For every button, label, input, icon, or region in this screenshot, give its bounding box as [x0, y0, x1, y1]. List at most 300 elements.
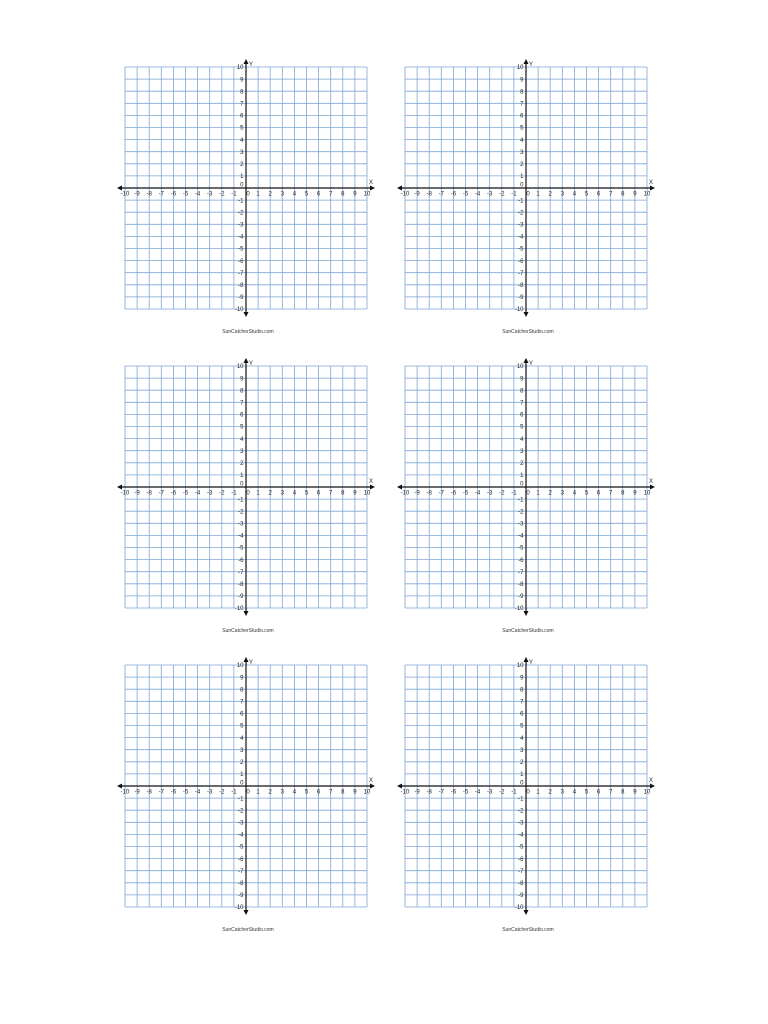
y-tick-label: -1: [238, 497, 244, 504]
y-tick-label: -5: [518, 246, 524, 253]
x-tick-label: 10: [363, 191, 371, 198]
x-axis-label: X: [648, 180, 654, 186]
y-tick-label: 10: [516, 65, 524, 72]
y-axis-arrow-down: [244, 312, 249, 317]
y-tick-label: -2: [238, 808, 244, 815]
y-tick-label: 1: [240, 772, 244, 779]
y-tick-label: 2: [520, 760, 524, 766]
y-tick-label: -2: [518, 210, 524, 217]
x-tick-label: 2: [548, 191, 552, 198]
y-tick-label: -1: [518, 497, 524, 504]
x-tick-label: 9: [633, 490, 637, 497]
y-tick-label: -5: [238, 545, 244, 552]
y-tick-label: 8: [240, 388, 244, 395]
y-axis-arrow-down: [524, 910, 529, 915]
x-tick-label: 2: [548, 789, 552, 796]
y-tick-label: -10: [234, 905, 244, 912]
x-tick-label: -4: [194, 789, 201, 796]
y-tick-label: -3: [518, 521, 524, 528]
y-tick-label: 5: [240, 723, 244, 730]
y-tick-label: -9: [238, 295, 244, 302]
x-tick-label: 0: [246, 191, 250, 198]
y-tick-label: -2: [518, 509, 524, 516]
x-tick-label: -7: [158, 191, 164, 198]
y-axis-arrow-up: [524, 358, 529, 363]
x-tick-label: -6: [170, 191, 177, 198]
x-tick-label: -7: [158, 490, 164, 497]
x-tick-label: 6: [316, 789, 321, 796]
x-tick-label: 2: [268, 789, 272, 796]
y-tick-label: -6: [238, 258, 244, 265]
x-tick-label: -1: [231, 490, 237, 497]
x-tick-label: 7: [329, 490, 333, 497]
y-axis-arrow-down: [244, 611, 249, 616]
x-tick-label: -7: [438, 490, 444, 497]
y-tick-label: -3: [518, 820, 524, 827]
x-axis-label: X: [648, 778, 654, 784]
y-axis-arrow-up: [244, 59, 249, 64]
x-tick-label: 7: [609, 490, 613, 497]
x-axis-label: X: [368, 180, 374, 186]
y-axis-arrow-down: [524, 611, 529, 616]
y-tick-label: -10: [514, 905, 524, 912]
y-tick-label: 6: [520, 711, 524, 718]
y-tick-label: 3: [240, 747, 244, 754]
x-tick-label: 0: [526, 191, 530, 198]
x-tick-label: 1: [536, 490, 540, 497]
y-tick-label: -7: [238, 270, 244, 277]
x-tick-label: -4: [474, 490, 481, 497]
x-tick-label: 4: [292, 490, 297, 497]
y-tick-label: -6: [238, 856, 244, 863]
x-tick-label: -2: [499, 191, 505, 198]
y-tick-label: -7: [518, 569, 524, 576]
x-tick-label: 10: [363, 789, 371, 796]
y-tick-label: 9: [520, 77, 524, 84]
coordinate-grid-2: [393, 57, 663, 347]
x-tick-label: -10: [120, 490, 130, 497]
x-tick-label: 4: [572, 789, 577, 796]
x-axis-arrow-left: [397, 485, 402, 490]
x-tick-label: 6: [316, 490, 321, 497]
x-tick-label: 3: [560, 789, 564, 796]
y-tick-label: -2: [518, 808, 524, 815]
x-tick-label: 6: [316, 191, 321, 198]
y-tick-label: 2: [520, 162, 524, 168]
y-tick-label: -3: [238, 222, 244, 229]
x-tick-label: 2: [268, 191, 272, 198]
y-tick-label: 4: [240, 735, 244, 742]
x-tick-label: 9: [633, 789, 637, 796]
y-tick-label: -4: [238, 533, 244, 540]
y-tick-label: 7: [240, 400, 244, 407]
x-tick-label: -10: [120, 191, 130, 198]
y-tick-label: 5: [520, 125, 524, 132]
y-tick-label: -4: [518, 832, 524, 839]
y-tick-label: 6: [520, 113, 524, 120]
x-tick-label: -9: [134, 789, 140, 796]
y-tick-label: 8: [240, 89, 244, 96]
site-credit: SunCatcherStudio.com: [502, 628, 554, 634]
x-tick-label: 10: [363, 490, 371, 497]
y-tick-label: -7: [518, 868, 524, 875]
x-tick-label: -10: [400, 191, 410, 198]
x-tick-label: 9: [353, 191, 357, 198]
x-tick-label: -10: [120, 789, 130, 796]
x-tick-label: 1: [536, 191, 540, 198]
y-tick-label: 5: [520, 424, 524, 431]
y-tick-label: 7: [520, 400, 524, 407]
y-tick-label: 4: [240, 436, 244, 443]
x-tick-label: 8: [621, 191, 625, 198]
x-tick-label: 0: [246, 490, 250, 497]
x-tick-label: 6: [596, 490, 601, 497]
y-tick-label: -9: [518, 295, 524, 302]
y-tick-label: -5: [238, 246, 244, 253]
y-tick-label: -10: [234, 606, 244, 613]
y-tick-label: 4: [520, 436, 524, 443]
y-tick-label: 10: [236, 663, 244, 670]
y-tick-label: -9: [238, 893, 244, 900]
x-tick-label: -2: [219, 789, 225, 796]
y-tick-label: 1: [520, 772, 524, 779]
x-axis-arrow-left: [397, 784, 402, 789]
x-axis-arrow-right: [650, 485, 655, 490]
y-tick-label: -6: [518, 557, 524, 564]
y-tick-label: 3: [240, 149, 244, 156]
site-credit: SunCatcherStudio.com: [222, 927, 274, 933]
x-tick-label: 0: [246, 789, 250, 796]
x-tick-label: 9: [633, 191, 637, 198]
x-tick-label: -2: [499, 789, 505, 796]
y-tick-label: 9: [240, 675, 244, 682]
grid-svg: [393, 655, 663, 925]
x-tick-label: 5: [584, 490, 589, 497]
y-axis-label: Y: [528, 660, 534, 666]
y-tick-label: 6: [520, 412, 524, 419]
x-tick-label: -4: [474, 789, 481, 796]
y-tick-label: -8: [518, 283, 524, 289]
coordinate-grid-5: [113, 655, 383, 945]
y-tick-label: -7: [238, 868, 244, 875]
x-tick-label: -7: [158, 789, 164, 796]
x-tick-label: 3: [280, 789, 284, 796]
x-tick-label: 3: [560, 191, 564, 198]
y-tick-label: 7: [240, 101, 244, 108]
site-credit: SunCatcherStudio.com: [222, 628, 274, 634]
y-tick-label: 7: [520, 101, 524, 108]
y-axis-arrow-down: [244, 910, 249, 915]
x-tick-label: -2: [219, 490, 225, 497]
y-tick-label: -8: [238, 283, 244, 289]
y-tick-label: -8: [518, 582, 524, 588]
x-tick-label: 8: [341, 490, 345, 497]
x-tick-label: 8: [341, 191, 345, 198]
x-tick-label: -1: [231, 789, 237, 796]
y-tick-label: -2: [238, 509, 244, 516]
y-tick-label: 1: [240, 174, 244, 181]
x-tick-label: 1: [256, 490, 260, 497]
y-tick-label: -9: [518, 594, 524, 601]
x-tick-label: -2: [499, 490, 505, 497]
y-tick-label: -9: [238, 594, 244, 601]
y-tick-label: 10: [236, 364, 244, 371]
y-tick-label: -10: [514, 307, 524, 314]
y-tick-label: 10: [516, 663, 524, 670]
y-tick-label: -4: [518, 533, 524, 540]
x-tick-label: -3: [487, 490, 493, 497]
x-tick-label: 4: [572, 191, 577, 198]
y-tick-label: -8: [238, 881, 244, 887]
y-tick-label: 4: [520, 137, 524, 144]
y-tick-label: 9: [520, 376, 524, 383]
y-tick-label: -1: [238, 198, 244, 205]
x-tick-label: -2: [219, 191, 225, 198]
x-tick-label: -3: [487, 191, 493, 198]
x-tick-label: -3: [207, 789, 213, 796]
x-tick-label: -6: [450, 191, 457, 198]
x-tick-label: -3: [487, 789, 493, 796]
x-axis-label: X: [648, 479, 654, 485]
site-credit: SunCatcherStudio.com: [222, 329, 274, 335]
origin-label: 0: [520, 182, 524, 189]
x-tick-label: -9: [414, 789, 420, 796]
y-tick-label: -3: [518, 222, 524, 229]
x-tick-label: -5: [462, 789, 469, 796]
y-tick-label: -6: [518, 258, 524, 265]
y-tick-label: 10: [516, 364, 524, 371]
y-axis-label: Y: [248, 361, 254, 367]
y-tick-label: -7: [518, 270, 524, 277]
x-tick-label: 4: [572, 490, 577, 497]
y-tick-label: -5: [238, 844, 244, 851]
y-tick-label: -8: [518, 881, 524, 887]
x-tick-label: 8: [341, 789, 345, 796]
x-tick-label: 2: [268, 490, 272, 497]
x-tick-label: -10: [400, 490, 410, 497]
x-tick-label: 0: [526, 789, 530, 796]
coordinate-grid-6: [393, 655, 663, 945]
y-tick-label: 4: [520, 735, 524, 742]
y-axis-arrow-up: [524, 657, 529, 662]
x-axis-arrow-right: [370, 186, 375, 191]
x-tick-label: -1: [511, 490, 517, 497]
x-tick-label: -5: [462, 490, 469, 497]
origin-label: 0: [240, 780, 244, 787]
y-tick-label: 6: [240, 711, 244, 718]
x-tick-label: -3: [207, 191, 213, 198]
x-axis-arrow-left: [117, 784, 122, 789]
x-axis-arrow-right: [370, 485, 375, 490]
y-tick-label: -5: [518, 844, 524, 851]
x-tick-label: -4: [194, 490, 201, 497]
x-tick-label: -9: [414, 490, 420, 497]
grid-svg: [113, 655, 383, 925]
y-tick-label: 5: [240, 125, 244, 132]
grid-svg: [393, 57, 663, 327]
y-tick-label: -10: [234, 307, 244, 314]
y-tick-label: 1: [520, 473, 524, 480]
grid-svg: [393, 356, 663, 626]
x-tick-label: -8: [426, 490, 432, 497]
x-tick-label: 5: [304, 191, 309, 198]
x-tick-label: 4: [292, 789, 297, 796]
x-tick-label: -8: [146, 490, 152, 497]
origin-label: 0: [240, 481, 244, 488]
x-tick-label: 5: [584, 789, 589, 796]
y-tick-label: 3: [520, 747, 524, 754]
y-tick-label: 6: [240, 113, 244, 120]
y-axis-arrow-down: [524, 312, 529, 317]
x-tick-label: -9: [414, 191, 420, 198]
site-credit: SunCatcherStudio.com: [502, 329, 554, 335]
y-tick-label: -1: [518, 198, 524, 205]
x-tick-label: -6: [170, 490, 177, 497]
x-tick-label: 5: [304, 789, 309, 796]
x-tick-label: -8: [146, 191, 152, 198]
x-tick-label: 1: [256, 789, 260, 796]
origin-label: 0: [520, 481, 524, 488]
y-tick-label: 5: [520, 723, 524, 730]
y-tick-label: -1: [238, 796, 244, 803]
x-tick-label: -5: [182, 789, 189, 796]
y-tick-label: 1: [240, 473, 244, 480]
x-tick-label: -8: [146, 789, 152, 796]
y-tick-label: 9: [520, 675, 524, 682]
x-tick-label: 0: [526, 490, 530, 497]
x-tick-label: -9: [134, 490, 140, 497]
origin-label: 0: [240, 182, 244, 189]
y-tick-label: 8: [520, 388, 524, 395]
grid-svg: [113, 356, 383, 626]
x-axis-label: X: [368, 479, 374, 485]
y-tick-label: 8: [240, 687, 244, 694]
coordinate-grid-3: [113, 356, 383, 646]
y-axis-label: Y: [248, 62, 254, 68]
x-tick-label: -6: [170, 789, 177, 796]
y-tick-label: 2: [240, 461, 244, 467]
y-tick-label: 3: [520, 149, 524, 156]
x-tick-label: 3: [560, 490, 564, 497]
x-axis-arrow-right: [370, 784, 375, 789]
y-tick-label: -1: [518, 796, 524, 803]
y-axis-arrow-up: [244, 358, 249, 363]
origin-label: 0: [520, 780, 524, 787]
y-tick-label: 7: [520, 699, 524, 706]
y-tick-label: 9: [240, 77, 244, 84]
y-tick-label: -7: [238, 569, 244, 576]
y-tick-label: 9: [240, 376, 244, 383]
y-tick-label: 8: [520, 687, 524, 694]
x-tick-label: -4: [474, 191, 481, 198]
x-tick-label: 3: [280, 191, 284, 198]
y-tick-label: -6: [238, 557, 244, 564]
y-tick-label: 1: [520, 174, 524, 181]
x-tick-label: 10: [643, 191, 651, 198]
y-axis-label: Y: [248, 660, 254, 666]
x-tick-label: 7: [609, 789, 613, 796]
x-tick-label: 5: [584, 191, 589, 198]
x-tick-label: 8: [621, 490, 625, 497]
x-tick-label: 4: [292, 191, 297, 198]
y-axis-arrow-up: [524, 59, 529, 64]
x-tick-label: -1: [511, 191, 517, 198]
x-tick-label: -6: [450, 789, 457, 796]
x-tick-label: 10: [643, 490, 651, 497]
x-tick-label: 7: [329, 191, 333, 198]
y-tick-label: 2: [240, 162, 244, 168]
x-tick-label: 9: [353, 789, 357, 796]
x-tick-label: -5: [462, 191, 469, 198]
x-tick-label: -4: [194, 191, 201, 198]
y-tick-label: -9: [518, 893, 524, 900]
y-tick-label: -4: [238, 832, 244, 839]
x-axis-arrow-right: [650, 784, 655, 789]
site-credit: SunCatcherStudio.com: [502, 927, 554, 933]
x-tick-label: -8: [426, 191, 432, 198]
x-tick-label: -8: [426, 789, 432, 796]
coordinate-grid-4: [393, 356, 663, 646]
y-tick-label: -5: [518, 545, 524, 552]
x-tick-label: 6: [596, 191, 601, 198]
y-tick-label: -6: [518, 856, 524, 863]
x-tick-label: -3: [207, 490, 213, 497]
y-tick-label: 8: [520, 89, 524, 96]
y-tick-label: 3: [520, 448, 524, 455]
x-tick-label: -5: [182, 191, 189, 198]
x-axis-arrow-left: [117, 186, 122, 191]
x-tick-label: -7: [438, 789, 444, 796]
x-tick-label: -1: [511, 789, 517, 796]
x-tick-label: 5: [304, 490, 309, 497]
x-tick-label: -1: [231, 191, 237, 198]
coordinate-grid-1: [113, 57, 383, 347]
x-tick-label: -6: [450, 490, 457, 497]
y-tick-label: 3: [240, 448, 244, 455]
x-axis-label: X: [368, 778, 374, 784]
x-tick-label: -10: [400, 789, 410, 796]
x-tick-label: 3: [280, 490, 284, 497]
x-tick-label: 1: [256, 191, 260, 198]
x-tick-label: 7: [609, 191, 613, 198]
x-tick-label: -9: [134, 191, 140, 198]
y-tick-label: -8: [238, 582, 244, 588]
y-tick-label: 10: [236, 65, 244, 72]
x-tick-label: 8: [621, 789, 625, 796]
x-axis-arrow-right: [650, 186, 655, 191]
x-tick-label: 10: [643, 789, 651, 796]
y-tick-label: 2: [520, 461, 524, 467]
y-tick-label: -4: [518, 234, 524, 241]
y-tick-label: 5: [240, 424, 244, 431]
x-tick-label: -5: [182, 490, 189, 497]
y-tick-label: 7: [240, 699, 244, 706]
x-axis-arrow-left: [117, 485, 122, 490]
x-tick-label: 2: [548, 490, 552, 497]
x-tick-label: 1: [536, 789, 540, 796]
x-tick-label: -7: [438, 191, 444, 198]
y-tick-label: -3: [238, 521, 244, 528]
y-axis-label: Y: [528, 361, 534, 367]
y-axis-label: Y: [528, 62, 534, 68]
x-axis-arrow-left: [397, 186, 402, 191]
y-tick-label: -4: [238, 234, 244, 241]
x-tick-label: 7: [329, 789, 333, 796]
y-tick-label: -10: [514, 606, 524, 613]
y-axis-arrow-up: [244, 657, 249, 662]
y-tick-label: 2: [240, 760, 244, 766]
y-tick-label: -2: [238, 210, 244, 217]
